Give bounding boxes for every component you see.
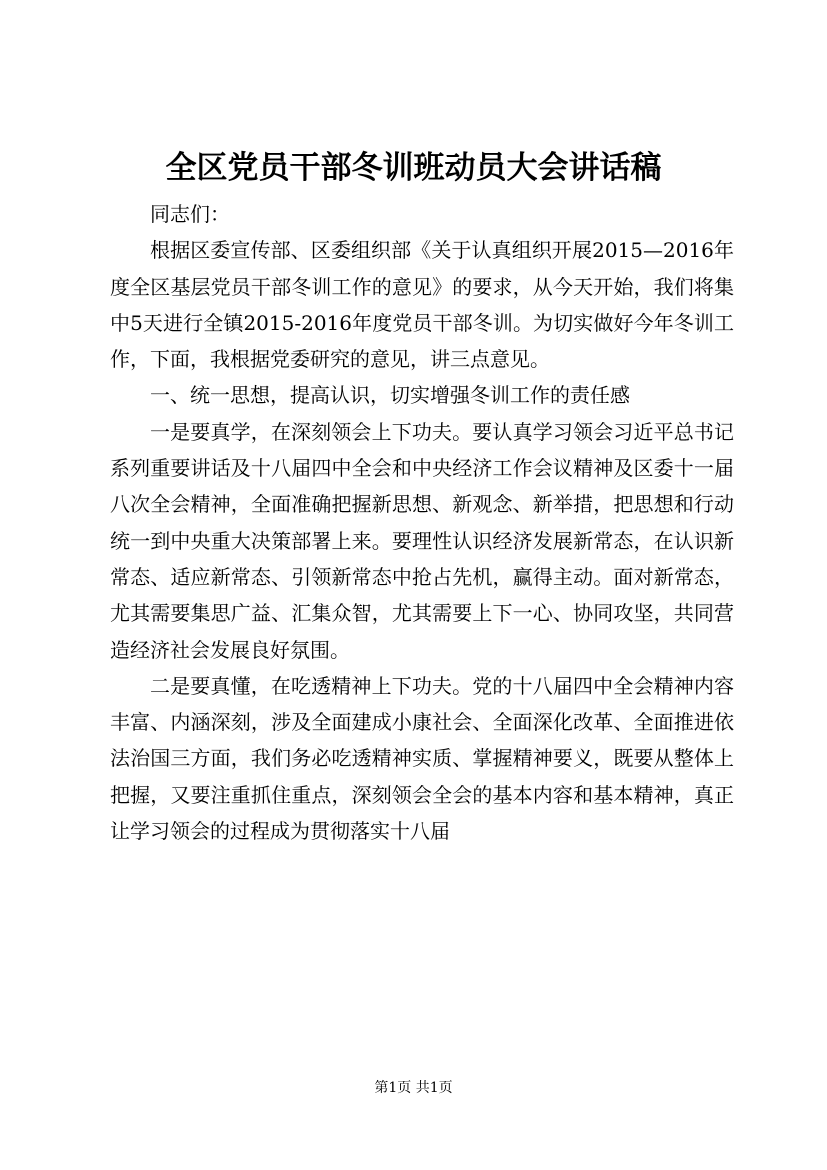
document-body xyxy=(110,196,734,849)
page-footer: 第1页 共1页 xyxy=(374,1080,453,1096)
paragraph-point-1: 一是要真学，在深刻领会上下功夫。要认真学习领会习近平总书记系列重要讲话及十八届四中全会和中央经济工作会议精神及区委十一届八次全会精神，全面准确把握新思想、新观念、新举措，把思想和行动统一到中央重大决策部署上来。要理性认识经济发展新常态，在认识新常态、适应新常态、引领新常态中抢占先机，赢得主动。面对新常态，尤其需要集思广益、汇集众智，尤其需要上下一心、协同攻坚，共同营造经济社会发展良好氛围。 xyxy=(110,419,734,662)
salutation: 同志们： xyxy=(150,202,230,226)
paragraph-intro: 根据区委宣传部、区委组织部《关于认真组织开展2015—2016年度全区基层党员干部冬训工作的意见》的要求，从今天开始，我们将集中5天进行全镇2015-2016年度党员干部冬训。为切实做好今年冬训工作，下面，我根据党委研究的意见，讲三点意见。 xyxy=(110,238,734,372)
paragraph-point-2: 二是要真懂，在吃透精神上下功夫。党的十八届四中全会精神内容丰富、内涵深刻，涉及全面建成小康社会、全面深化改革、全面推进依法治国三方面，我们务必吃透精神实质、掌握精神要义，既要从整体上把握，又要注重抓住重点，深刻领会全会的基本内容和基本精神，真正让学习领会的过程成为贯彻落实十八届 xyxy=(110,673,734,844)
document-title: 全区党员干部冬训班动员大会讲话稿 xyxy=(165,150,662,186)
section-heading-1: 一、统一思想，提高认识，切实增强冬训工作的责任感 xyxy=(150,383,630,408)
